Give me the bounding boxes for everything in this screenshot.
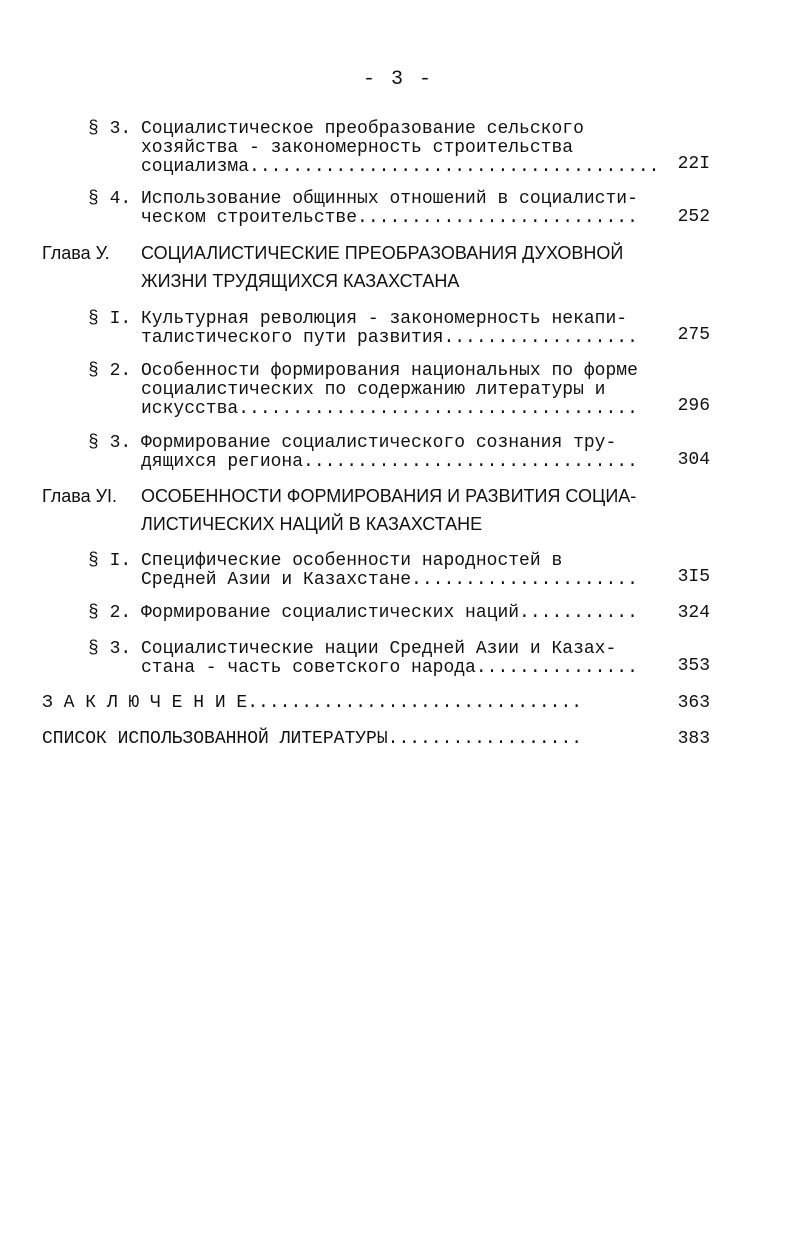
section-marker: § 3. [88, 119, 132, 139]
chapter-title-line: СОЦИАЛИСТИЧЕСКИЕ ПРЕОБРАЗОВАНИЯ ДУХОВНОЙ [141, 243, 624, 263]
section-marker: § 4. [88, 189, 132, 209]
section-marker: § 3. [88, 639, 132, 659]
entry-text-line: Формирование социалистического сознания тру- [141, 433, 617, 453]
entry-page-number: 324 [677, 603, 710, 623]
entry-text-line: Средней Азии и Казахстане..................... [141, 570, 638, 590]
entry-text-line: Специфические особенности народностей в [141, 551, 563, 571]
entry-text-line: хозяйства - закономерность строительства [141, 138, 574, 158]
chapter-title-line: ЖИЗНИ ТРУДЯЩИХСЯ КАЗАХСТАНА [141, 271, 460, 291]
entry-text-line: Особенности формирования национальных по форме [141, 361, 638, 381]
chapter-label: Глава У. [42, 243, 110, 263]
entry-text-line: социализма...................................... [141, 157, 660, 177]
entry-text-line: стана - часть советского народа............... [141, 658, 638, 678]
entry-text-line: искусства..................................... [141, 399, 638, 419]
entry-page-number: 383 [677, 729, 710, 749]
entry-text-line: Формирование социалистических наций........... [141, 603, 638, 623]
entry-page-number: 3I5 [677, 567, 710, 587]
section-marker: § I. [88, 551, 132, 571]
section-marker: § 2. [88, 361, 132, 381]
entry-page-number: 296 [677, 396, 710, 416]
entry-page-number: 363 [677, 693, 710, 713]
entry-text-line: талистического пути развития.................. [141, 328, 638, 348]
entry-page-number: 353 [677, 656, 710, 676]
chapter-title-line: ОСОБЕННОСТИ ФОРМИРОВАНИЯ И РАЗВИТИЯ СОЦИА- [141, 486, 637, 506]
entry-text-line: социалистических по содержанию литературы и [141, 380, 606, 400]
entry-page-number: 304 [677, 450, 710, 470]
chapter-title-line: ЛИСТИЧЕСКИХ НАЦИЙ В КАЗАХСТАНЕ [141, 514, 483, 534]
section-marker: § 2. [88, 603, 132, 623]
entry-page-number: 252 [677, 207, 710, 227]
entry-text-line: Культурная революция - закономерность некапи- [141, 309, 628, 329]
entry-text-line: дящихся региона............................... [141, 452, 638, 472]
section-marker: § I. [88, 309, 132, 329]
page-number: - 3 - [362, 68, 433, 91]
section-marker: § 3. [88, 433, 132, 453]
entry-page-number: 22I [677, 154, 710, 174]
entry-text-line: ческом строительстве.......................... [141, 208, 638, 228]
entry-text-line: Социалистические нации Средней Азии и Казах- [141, 639, 617, 659]
entry-text-line: Социалистическое преобразование сельского [141, 119, 584, 139]
entry-text-line: СПИСОК ИСПОЛЬЗОВАННОЙ ЛИТЕРАТУРЫ.................. [42, 729, 583, 749]
entry-text-line: З А К Л Ю Ч Е Н И Е............................... [42, 693, 583, 713]
entry-text-line: Использование общинных отношений в социалисти- [141, 189, 638, 209]
entry-page-number: 275 [677, 325, 710, 345]
chapter-label: Глава УI. [42, 486, 118, 506]
